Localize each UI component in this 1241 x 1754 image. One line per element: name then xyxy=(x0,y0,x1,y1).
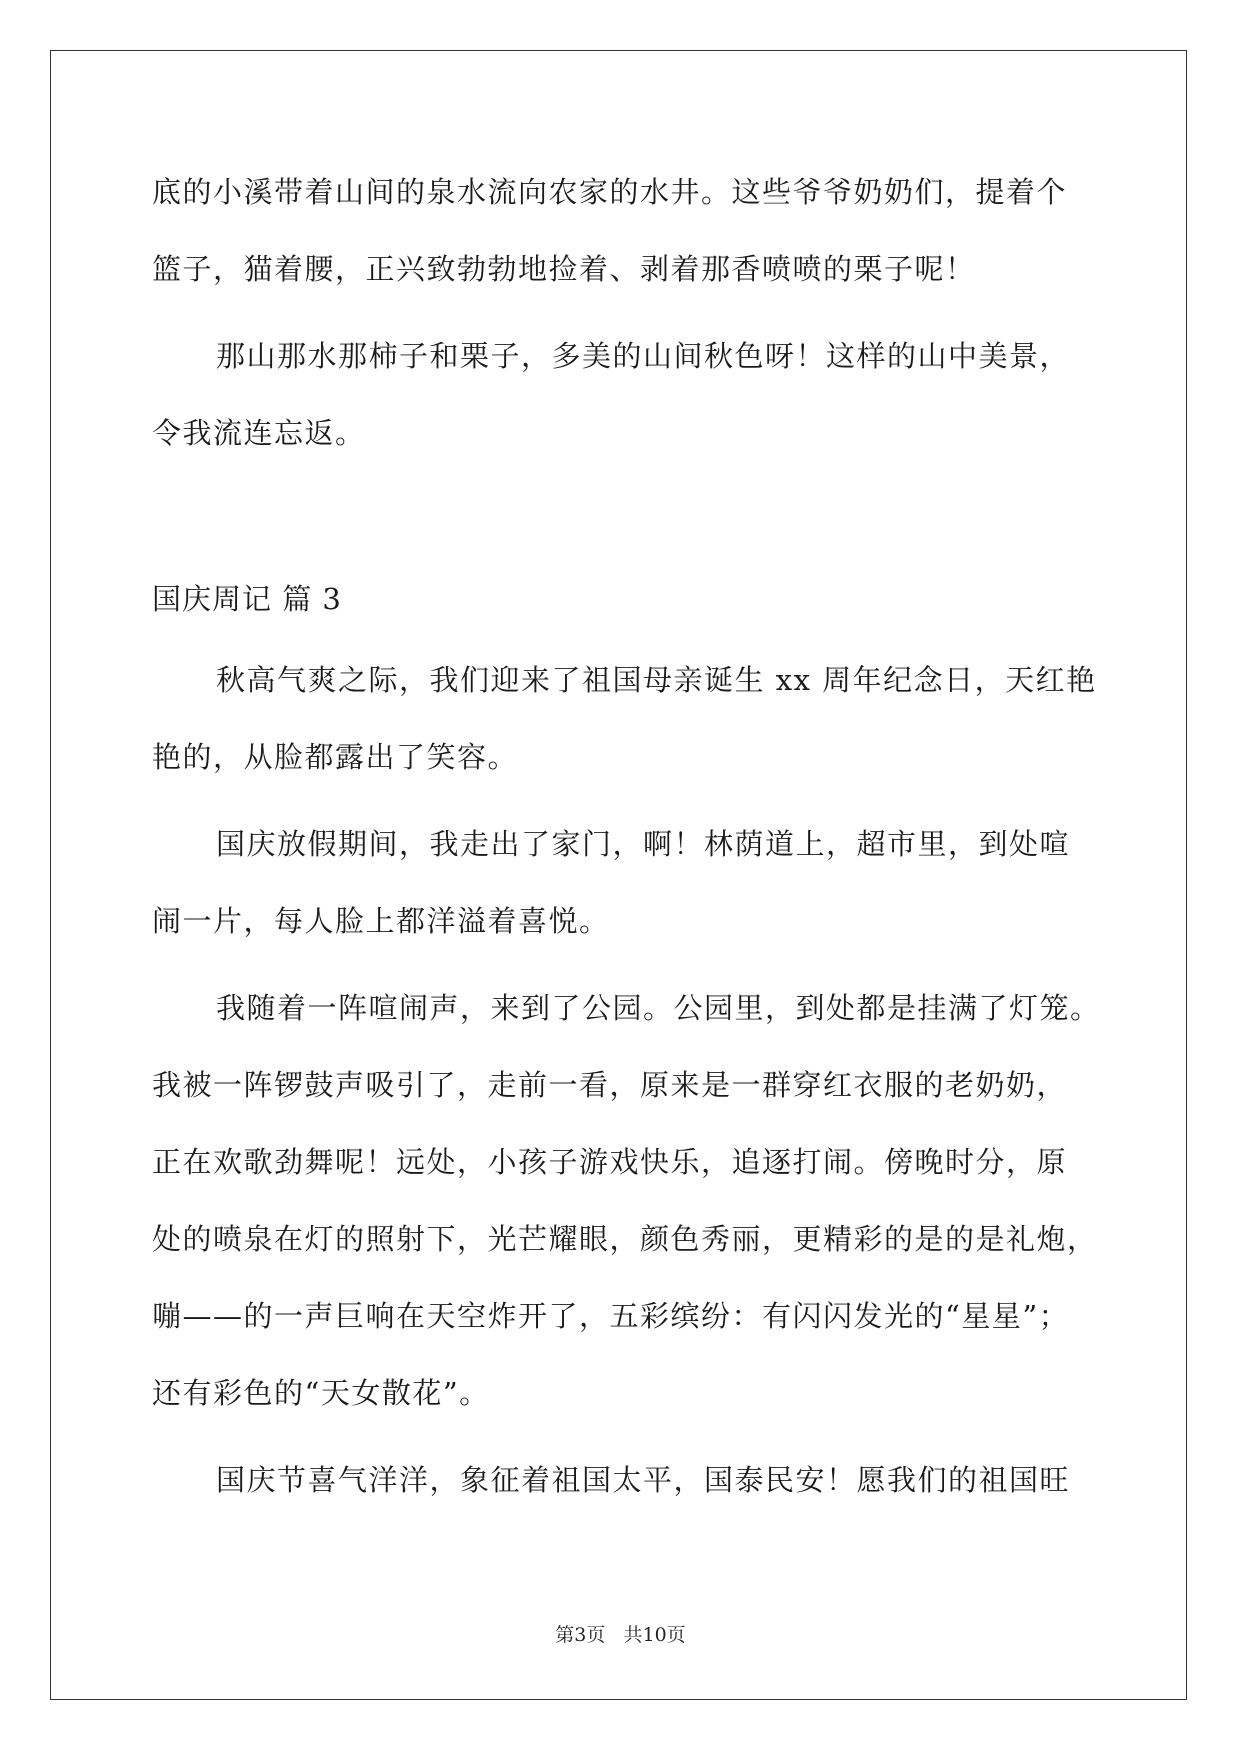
section-heading: 国庆周记 篇 3 xyxy=(152,582,342,616)
paragraph-line: 闹一片，每人脸上都洋溢着喜悦。 xyxy=(152,904,610,938)
paragraph-line: 还有彩色的“天女散花”。 xyxy=(152,1376,490,1410)
paragraph-line: 秋高气爽之际，我们迎来了祖国母亲诞生 xx 周年纪念日，天红艳 xyxy=(216,663,1097,697)
paragraph-line: 处的喷泉在灯的照射下，光芒耀眼，颜色秀丽，更精彩的是的是礼炮， xyxy=(152,1222,1098,1256)
paragraph-line: 篮子，猫着腰，正兴致勃勃地捡着、剥着那香喷喷的栗子呢！ xyxy=(152,252,976,286)
page-frame xyxy=(50,50,1187,1700)
paragraph-line: 国庆放假期间，我走出了家门，啊！林荫道上，超市里，到处喧 xyxy=(216,827,1071,861)
paragraph-line: 那山那水那柿子和栗子，多美的山间秋色呀！这样的山中美景， xyxy=(216,339,1071,373)
paragraph-line: 嘣——的一声巨响在天空炸开了，五彩缤纷：有闪闪发光的“星星”； xyxy=(152,1299,1070,1333)
paragraph-line: 底的小溪带着山间的泉水流向农家的水井。这些爷爷奶奶们，提着个 xyxy=(152,175,1068,209)
paragraph-line: 我随着一阵喧闹声，来到了公园。公园里，到处都是挂满了灯笼。 xyxy=(216,991,1101,1025)
paragraph-line: 艳的，从脸都露出了笑容。 xyxy=(152,740,519,774)
paragraph-line: 正在欢歌劲舞呢！远处，小孩子游戏快乐，追逐打闹。傍晚时分，原 xyxy=(152,1145,1068,1179)
page-number-footer: 第3页 共10页 xyxy=(555,1624,686,1646)
paragraph-line: 令我流连忘返。 xyxy=(152,416,366,450)
paragraph-line: 国庆节喜气洋洋，象征着祖国太平，国泰民安！愿我们的祖国旺 xyxy=(216,1463,1071,1497)
paragraph-line: 我被一阵锣鼓声吸引了，走前一看，原来是一群穿红衣服的老奶奶， xyxy=(152,1068,1068,1102)
